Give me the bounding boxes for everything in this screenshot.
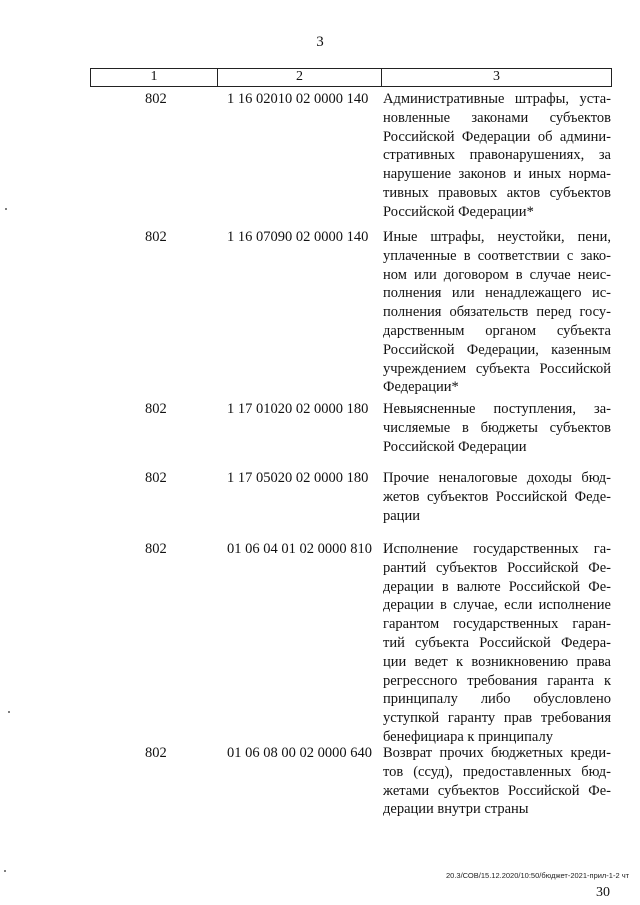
revenue-description	[383, 90, 611, 222]
header-col-2: 2	[218, 69, 382, 86]
admin-code: 802	[145, 401, 167, 417]
budget-classification-code: 1 17 01020 02 0000 180	[227, 401, 369, 417]
revenue-description	[383, 540, 611, 747]
description-line: ции ведет к возникновению права	[383, 653, 611, 670]
description-line: Иные штрафы, неустойки, пени,	[383, 229, 611, 245]
footer-code: 20.3/СОВ/15.12.2020/10:50/бюджет-2021-прил-1-2 чт	[446, 871, 630, 880]
description-line: дерации внутри страны	[383, 801, 529, 818]
header-col-3: 3	[493, 69, 500, 84]
description-line: дерации в случае, если исполнение	[383, 597, 611, 614]
description-line: нарушение законов и иных норма-	[383, 166, 611, 183]
description-line: дарственным органом субъекта	[383, 322, 611, 339]
description-line: тов (ссуд), предоставленных бюд-	[383, 763, 611, 780]
description-line: Российской Федерации*	[383, 203, 534, 220]
description-line: полнения или ненадлежащего ис-	[383, 285, 611, 302]
description-line: жетами субъектов Российской Фе-	[383, 782, 611, 799]
admin-code: 802	[145, 229, 167, 245]
description-line: числяемые в бюджеты субъектов	[383, 419, 611, 436]
revenue-description	[383, 400, 611, 456]
description-line: Российской Федерации, казенным	[383, 341, 611, 358]
header-col-1: 1	[91, 69, 218, 86]
description-line: уступкой гаранту прав требования	[383, 710, 611, 727]
admin-code: 802	[145, 541, 167, 557]
description-line: учреждением субъекта Российской	[383, 360, 611, 377]
description-line: рантий субъектов Российской Фе-	[383, 559, 611, 576]
description-line: Административные штрафы, уста-	[383, 91, 611, 107]
description-line: Российской Федерации об админи-	[383, 128, 611, 145]
description-line: дерации в валюте Российской Фе-	[383, 578, 611, 595]
description-line: тивных правовых актов субъектов	[383, 184, 611, 201]
description-line: Российской Федерации	[383, 438, 527, 455]
description-line: Невыясненные поступления, за-	[383, 401, 611, 417]
admin-code: 802	[145, 745, 167, 761]
description-line: тий субъекта Российской Федера-	[383, 634, 611, 651]
description-line: регрессного требования гаранта к	[383, 672, 611, 689]
page-number-top: 3	[316, 34, 324, 50]
budget-classification-code: 1 16 02010 02 0000 140	[227, 91, 369, 107]
budget-classification-code: 01 06 08 00 02 0000 640	[227, 745, 372, 761]
table-header	[90, 68, 612, 87]
description-line: ном или договором в случае неис-	[383, 266, 611, 283]
admin-code: 802	[145, 470, 167, 486]
description-line: Федерации*	[383, 379, 459, 396]
description-line: Исполнение государственных га-	[383, 541, 611, 557]
description-line: Прочие неналоговые доходы бюд-	[383, 470, 611, 486]
admin-code: 802	[145, 91, 167, 107]
revenue-description	[383, 228, 611, 397]
description-line: жетов субъектов Российской Феде-	[383, 488, 611, 505]
scan-speck	[5, 208, 7, 210]
budget-classification-code: 1 17 05020 02 0000 180	[227, 470, 369, 486]
description-line: рации	[383, 507, 420, 524]
page-number-bottom: 30	[596, 885, 610, 900]
description-line: Возврат прочих бюджетных креди-	[383, 745, 611, 761]
scan-speck	[4, 870, 6, 872]
description-line: принципалу либо обусловлено	[383, 691, 611, 708]
description-line: уплаченные в соответствии с зако-	[383, 247, 611, 264]
description-line: новленные законами субъектов	[383, 109, 611, 126]
revenue-description	[383, 469, 611, 525]
revenue-description	[383, 744, 611, 819]
description-line: стративных правонарушениях, за	[383, 147, 611, 164]
description-line: гарантом государственных гаран-	[383, 616, 611, 633]
description-line: бенефициара к принципалу	[383, 728, 553, 745]
budget-classification-code: 1 16 07090 02 0000 140	[227, 229, 369, 245]
scan-speck	[8, 711, 10, 713]
description-line: полнения обязательств перед госу-	[383, 304, 611, 321]
budget-classification-code: 01 06 04 01 02 0000 810	[227, 541, 372, 557]
